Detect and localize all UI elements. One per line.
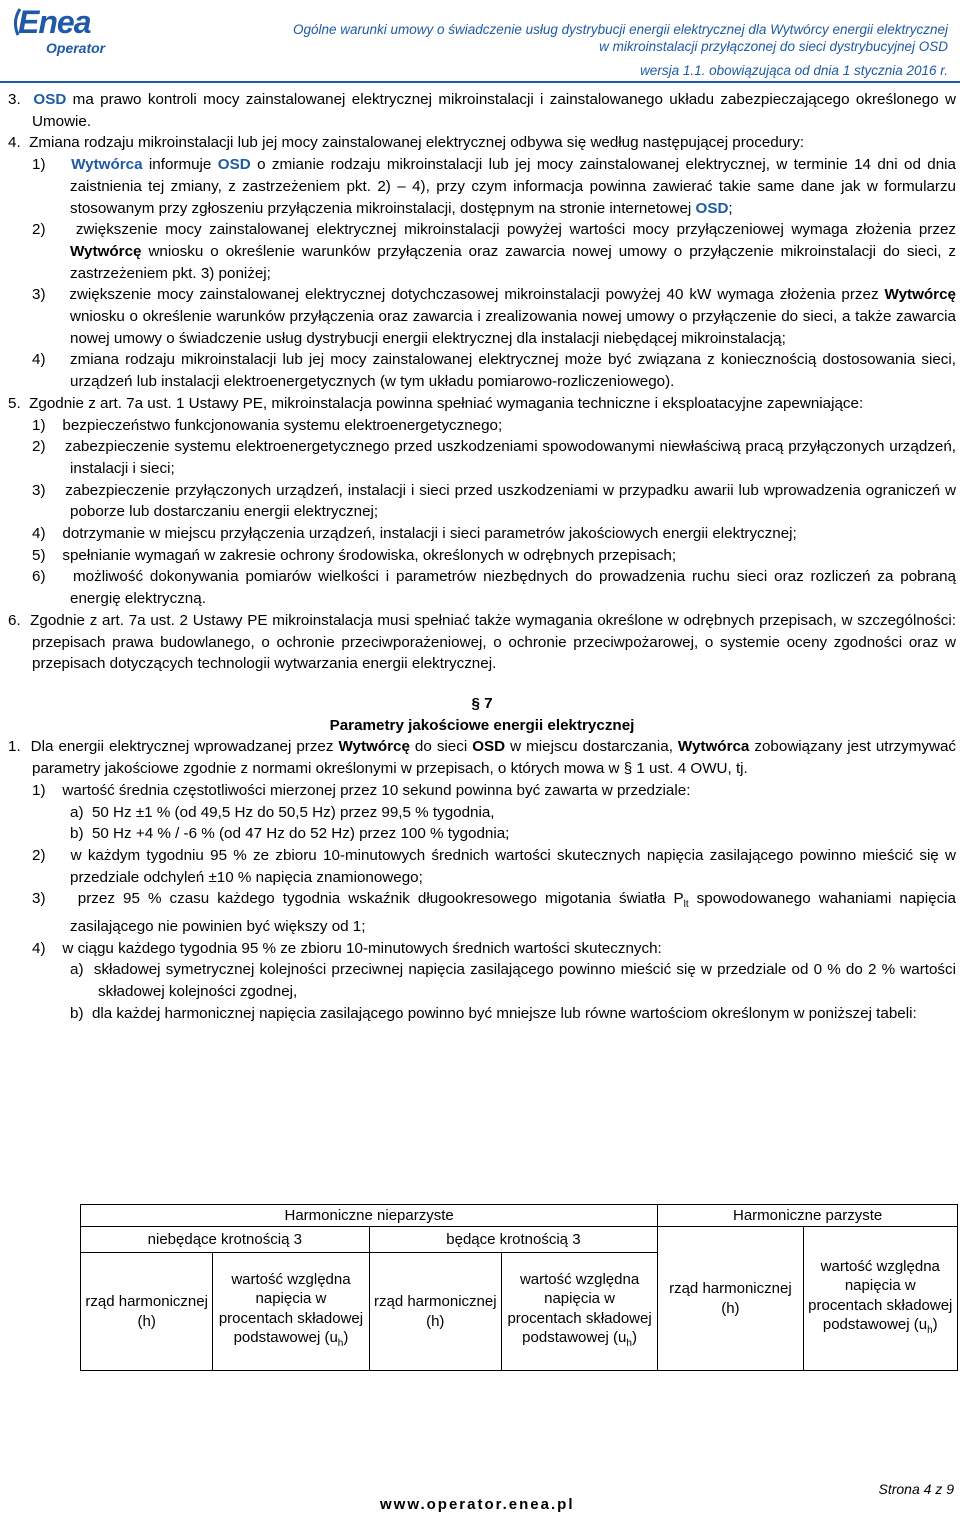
clause-5: 5. Zgodnie z art. 7a ust. 1 Ustawy PE, mikroinstalacja powinna spełniać wymagania techniczne i eksploatacyjne zapewniające: [8, 394, 864, 412]
enea-operator-logo [8, 4, 118, 60]
even-value-header: wartość względna napięcia w procentach składowej podstawowej $(u_h)$ [803, 1227, 957, 1371]
clause-4-4: 4) zmiana rodzaju mikroinstalacji lub jej mocy zainstalowanej elektrycznej może być związana z koniecznością dostosowania sieci, urządzeń lub instalacji elektroenergetycznych (w tym układu pomiarowo-rozliczeniowego). [32, 351, 956, 391]
harmonics-table [80, 1204, 958, 1371]
triplen-order-header: rząd harmonicznej (h) [369, 1253, 501, 1371]
logo-subtext: Operator [46, 40, 106, 56]
document-body [8, 89, 956, 1025]
header-version: wersja 1.1. obowiązująca od dnia 1 stycznia 2016 r. [640, 63, 948, 78]
clause-7-1-1-b: b) 50 Hz +4 % / -6 % (od 47 Hz do 52 Hz) przez 100 % tygodnia; [70, 825, 510, 843]
clause-7-1-1: 1) wartość średnia częstotliwości mierzonej przez 10 sekund powinna być zawarta w przedziale: [32, 781, 691, 799]
even-order-header: rząd harmonicznej (h) [658, 1227, 803, 1371]
clause-5-1: 1) bezpieczeństwo funkcjonowania systemu elektroenergetycznego; [32, 416, 503, 434]
clause-4-1: 1) Wytwórca informuje OSD o zmianie rodzaju mikroinstalacji lub jej mocy zainstalowanej elektrycznej, w terminie 14 dni od dnia zaistnienia tej zmiany, z zastrzeżeniem pkt. 2) – 4), przy czym informacja powinna zawierać takie same dane jak w formularzu stosowanym przy zgłoszeniu przyłączenia mikroinstalacji, dostępnym na stronie internetowej OSD; [32, 156, 957, 217]
clause-5-5: 5) spełnianie wymagań w zakresie ochrony środowiska, określonych w odrębnych przepisach; [32, 546, 677, 564]
clause-7-1-4-a: a) składowej symetrycznej kolejności przeciwnej napięcia zasilającego powinno mieścić się w przedziale od 0 % do 2 % wartości składowej kolejności zgodnej, [70, 961, 956, 1001]
clause-7-1-2: 2) w każdym tygodniu 95 % ze zbioru 10-minutowych średnich wartości skutecznych napięcia zasilającego powinno mieścić się w przedziale odchyleń ±10 % napięcia znamionowego; [32, 846, 956, 886]
clause-4-2: 2) zwiększenie mocy zainstalowanej elektrycznej mikroinstalacji powyżej wartości mocy przyłączeniowej wymaga złożenia przez Wytwórcę wniosku o określenie warunków przyłączenia oraz zawarcia nowej umowy o przyłączenie mikroinstalacji do sieci, z zastrzeżeniem pkt. 3) poniżej; [32, 221, 956, 282]
clause-5-3: 3) zabezpieczenie przyłączonych urządzeń, instalacji i sieci przed uszkodzeniami w przypadku awarii lub wprowadzenia ograniczeń w poborze lub dostarczaniu energii elektrycznej; [32, 481, 956, 521]
footer-url: www.operator.enea.pl [380, 1496, 575, 1513]
page-header [0, 0, 960, 84]
clause-3: 3. OSD ma prawo kontroli mocy zainstalowanej elektrycznej mikroinstalacji i zainstalowanego układu zabezpieczającego określonego w Umowie. [8, 91, 957, 130]
clause-4-3: 3) zwiększenie mocy zainstalowanej elektrycznej dotychczasowej mikroinstalacji powyżej 40 kW wymaga złożenia przez Wytwórcę wniosku o określenie warunków przyłączenia oraz zawarcia i zrealizowania nowej umowy o przyłączenie do sieci, a także zawarcia nowej umowy o świadczenie usług dystrybucji energii elektrycznej dla instalacji niebędącej mikroinstalacją; [32, 286, 956, 347]
clause-7-1-4-b: b) dla każdej harmonicznej napięcia zasilającego powinno być mniejsze lub równe wartościom określonym w poniższej tabeli: [70, 1004, 917, 1022]
section-title: Parametry jakościowe energii elektrycznej [329, 716, 635, 734]
clause-4: 4. Zmiana rodzaju mikroinstalacji lub jej mocy zainstalowanej elektrycznej odbywa się według następującej procedury: [8, 134, 805, 152]
clause-5-6: 6) możliwość dokonywania pomiarów wielkości i parametrów niezbędnych do prowadzenia ruchu sieci oraz rozliczeń za pobraną energię elektryczną. [32, 568, 956, 608]
clause-7-1-1-a: a) 50 Hz ±1 % (od 49,5 Hz do 50,5 Hz) przez 99,5 % tygodnia, [70, 803, 495, 821]
clause-6: 6. Zgodnie z art. 7a ust. 2 Ustawy PE mikroinstalacja musi spełniać także wymagania określone w odrębnych przepisach, w szczególności: przepisach prawa budowlanego, o ochronie przeciwporażeniowej, o ochronie przeciwpożarowej, o systemie oceny zgodności oraz w przepisach dotyczących technologii wytwarzania energii elektrycznej. [8, 611, 956, 673]
page-number: Strona 4 z 9 [878, 1481, 954, 1497]
header-divider [0, 81, 960, 83]
odd-harmonics-header: Harmoniczne nieparzyste [81, 1205, 658, 1227]
odd-order-header: rząd harmonicznej (h) [81, 1253, 213, 1371]
header-title-line2: w mikroinstalacji przyłączonej do sieci dystrybucyjnej OSD [599, 39, 948, 54]
odd-value-header: wartość względna napięcia w procentach składowej podstawowej $(u_h)$ [213, 1253, 369, 1371]
clause-7-1-3: 3) przez 95 % czasu każdego tygodnia wskaźnik długookresowego migotania światła $P_{lt}$ spowodowanego wahaniami napięcia zasilającego nie powinien być większy od 1; [32, 890, 956, 936]
header-title-line1: Ogólne warunki umowy o świadczenie usług dystrybucji energii elektrycznej dla Wytwórcy energii elektrycznej [292, 22, 948, 37]
clause-5-4: 4) dotrzymanie w miejscu przyłączenia urządzeń, instalacji i sieci parametrów jakościowych energii elektrycznej; [32, 525, 797, 543]
not-multiple-of-3-header: niebędące krotnością 3 [81, 1227, 370, 1253]
multiple-of-3-header: będące krotnością 3 [369, 1227, 658, 1253]
section-number: § 7 [471, 694, 493, 712]
logo-text: Enea [18, 4, 91, 40]
clause-7-1: 1. Dla energii elektrycznej wprowadzanej przez Wytwórcę do sieci OSD w miejscu dostarczania, Wytwórca zobowiązany jest utrzymywać parametry jakościowe zgodnie z normami określonymi w przepisach, o których mowa w § 1 ust. 4 OWU, tj. [8, 738, 956, 778]
triplen-value-header: wartość względna napięcia w procentach składowej podstawowej $(u_h)$ [501, 1253, 657, 1371]
clause-7-1-4: 4) w ciągu każdego tygodnia 95 % ze zbioru 10-minutowych średnich wartości skutecznych: [32, 939, 662, 957]
even-harmonics-header: Harmoniczne parzyste [658, 1205, 958, 1227]
clause-5-2: 2) zabezpieczenie systemu elektroenergetycznego przed uszkodzeniami spowodowanymi niewłaściwą pracą przyłączonych urządzeń, instalacji i sieci; [32, 438, 956, 477]
